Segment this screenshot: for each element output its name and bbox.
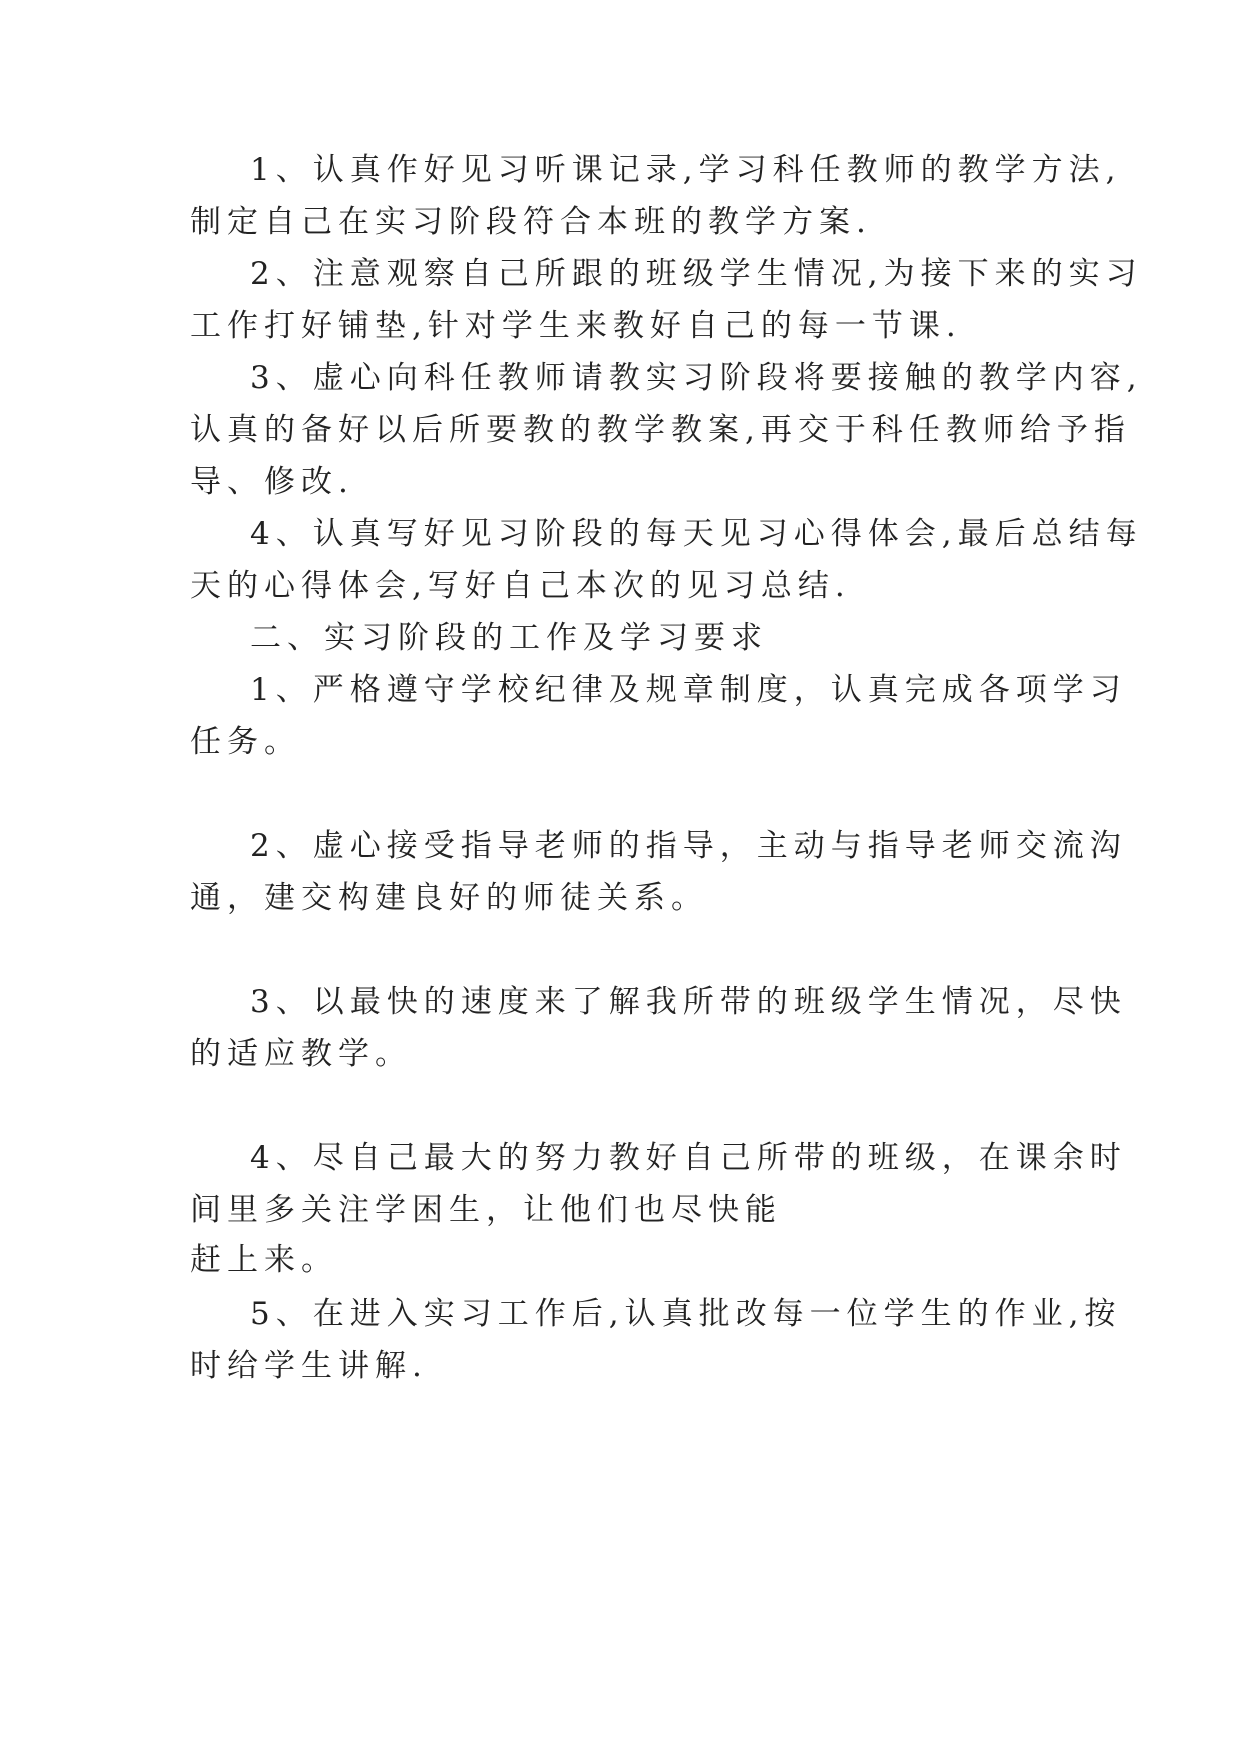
text-line: 通，建交构建良好的师徒关系。 [190, 880, 708, 916]
text-line: 制定自己在实习阶段符合本班的教学方案. [190, 204, 872, 240]
text-line: 间里多关注学困生，让他们也尽快能 [190, 1192, 782, 1228]
text-line: 导、修改. [190, 464, 354, 500]
text-line: 的适应教学。 [190, 1036, 412, 1072]
text-line: 1、认真作好见习听课记录,学习科任教师的教学方法, [250, 152, 1122, 188]
section-heading: 二、实习阶段的工作及学习要求 [250, 620, 768, 656]
text-line: 工作打好铺垫,针对学生来教好自己的每一节课. [190, 308, 962, 344]
text-line: 任务。 [190, 724, 301, 760]
text-line: 2、注意观察自己所跟的班级学生情况,为接下来的实习 [250, 256, 1143, 292]
text-line: 3、以最快的速度来了解我所带的班级学生情况，尽快 [250, 984, 1127, 1020]
text-line: 时给学生讲解. [190, 1348, 428, 1384]
text-line: 1、严格遵守学校纪律及规章制度，认真完成各项学习 [250, 672, 1127, 708]
text-line: 4、尽自己最大的努力教好自己所带的班级，在课余时 [250, 1140, 1127, 1176]
text-line: 天的心得体会,写好自己本次的见习总结. [190, 568, 851, 604]
text-line: 认真的备好以后所要教的教学教案,再交于科任教师给予指 [190, 412, 1131, 448]
text-line: 4、认真写好见习阶段的每天见习心得体会,最后总结每 [250, 516, 1143, 552]
text-line: 5、在进入实习工作后,认真批改每一位学生的作业,按 [250, 1296, 1122, 1332]
text-line: 3、虚心向科任教师请教实习阶段将要接触的教学内容, [250, 360, 1143, 396]
text-line: 赶上来。 [190, 1242, 338, 1278]
text-line: 2、虚心接受指导老师的指导，主动与指导老师交流沟 [250, 828, 1127, 864]
